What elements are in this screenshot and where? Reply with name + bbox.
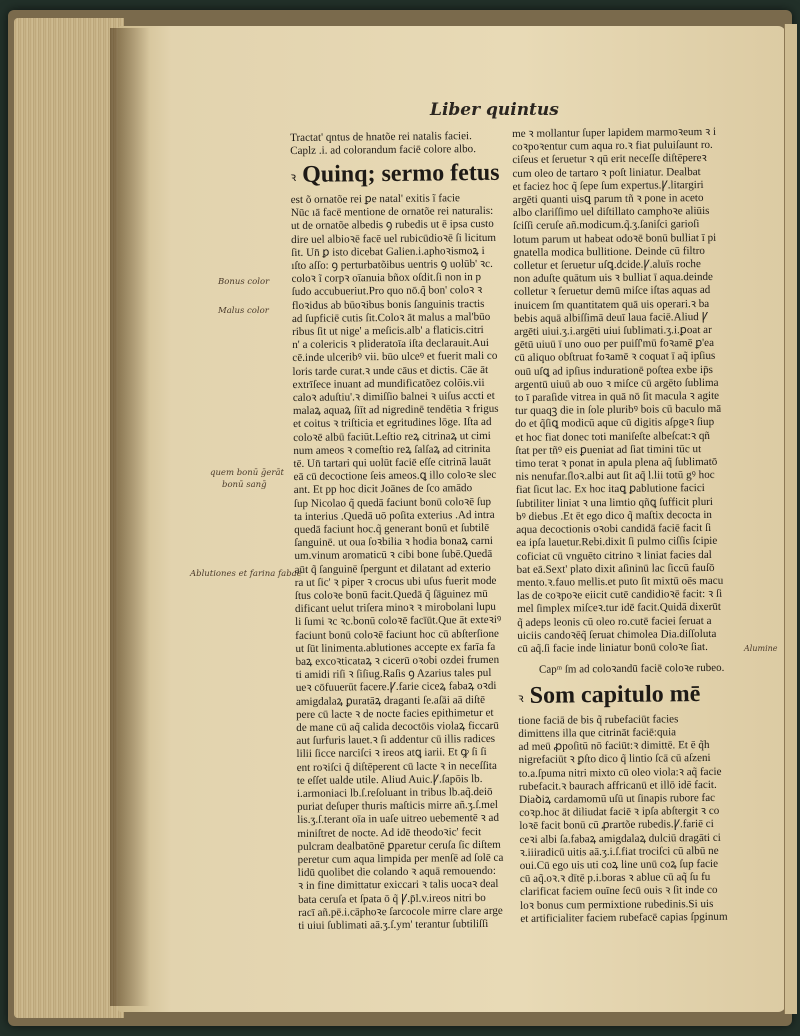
text-line: las de coꝛpoꝛe eiicit cutē candidioꝛē facit: ꝛ ſi xyxy=(516,587,723,603)
text-line: fiat ſicut lac. Ex hoc itaꝗ ꝑablutione facici xyxy=(515,482,705,497)
text-line: i.armoniaci lb.ſ.reſoluant in tribus lb.aq̃.deiō xyxy=(296,785,493,800)
right-text-column xyxy=(512,126,748,926)
chapter-title: Capᵐ ſm ad coloꝛandū faciē coloꝛe rubeo. xyxy=(538,661,725,676)
text-line: coꝛp.hoc āt diliudat faciē ꝛ ipſa abſtergit ꝛ co xyxy=(519,805,720,820)
text-line: bata ceruſa et ſpata ō q̃ Ꝩ.p̄l.v.ireos nitri bo xyxy=(297,891,486,906)
text-line: ſubtiliter liniat ꝛ una limtio qñꝗ ſufficit pluri xyxy=(515,495,714,510)
text-line: n' a colericis ꝛ plideratoīa iſta declarauit.Aui xyxy=(292,337,489,352)
text-line: ceꝛi albi ſa.fabaꝝ amigdalaꝝ dulciū dragāti ci xyxy=(519,831,721,846)
text-line: clarificat faciem ouīne ſecū ouis ꝛ ſit inde co xyxy=(519,884,718,899)
text-line: ciſeus et ſeruetur ꝛ qū erit neceſſe diſtēpereꝛ xyxy=(512,152,707,167)
text-line: ea ipſa lauetur.Rebi.dixit ſi pulmo ciſſis ſcipie xyxy=(516,535,718,550)
text-line: ti amidi riſi ꝛ ſiſiug.Raſis ꝯ Azarius tales pul xyxy=(295,667,492,682)
text-line: coꝛpoꝛentur cum aqua ro.ꝛ fiat puluiſaunt ro. xyxy=(512,139,713,154)
text-line: num ameos ꝛ comeſtio reꝝ ſalſaꝝ ad citrinita xyxy=(293,442,491,457)
text-line: et artificialiter faciem rubefacē capias ſpginum xyxy=(520,910,728,925)
text-line: colletur ꝛ ſeruetur demū miſce iſtas aquas ad xyxy=(513,284,711,299)
text-line: mel ſimplex miſceꝛ.tur idē facit.Quidā dixerūt xyxy=(516,601,722,616)
text-line: ta interius .Quedā uō poſita exterius .Ad intra xyxy=(293,508,495,523)
text-line: ꝛ in fine dimittatur exiccari ꝛ talis uocaꝛ deal xyxy=(297,878,499,893)
text-line: cū aliquo obſtruat foꝛamē ꝛ coquat ī aq̃ ipſius xyxy=(514,350,716,365)
text-line: floꝛidus ab būoꝛibus bonis ſanguinis tractis xyxy=(291,297,485,312)
text-line: ouū uſꝗ ad ipſius indurationē poſtea exbe ip̄s xyxy=(514,363,713,378)
text-line: bat eā.Sext' plato dixit aſininū lac ſiccū fauſō xyxy=(516,561,715,576)
text-line: ſtat per tñꝰ eis ꝑueniat ad ſiat timini tūc ut xyxy=(515,442,702,457)
text-line: dificant uelut triſera minoꝛ ꝛ mirobolani lupu xyxy=(294,601,496,616)
text-line: cū aq̃.ſi facie inde liniatur bonū coloꝛe ſiat. xyxy=(517,640,708,655)
left-body-text xyxy=(291,192,524,934)
paragraph-mark-icon: ꝛ xyxy=(517,690,524,705)
text-line: eā cū decoctione ſeis ameos.ꝗ illo coloꝛe slec xyxy=(293,469,497,484)
text-line: aūt q̃ ſanguinē ſpergunt et dilatant ad exterio xyxy=(294,561,491,576)
text-line: peretur cum aqua limpida per menſē ad ſolē ca xyxy=(297,851,504,867)
text-line: ꝛ.iiiradicū uitis aā.ʒ.i.ſ.fiat trociſci cū albū ne xyxy=(519,844,719,859)
text-line: ueꝛ cōfuuerūt facere.Ꝩ.farie ciceꝝ fabaꝝ oꝛdi xyxy=(295,680,497,695)
text-line: amigdalaꝝ ꝑuratāꝝ draganti ſe.aſāi aā diſtē xyxy=(295,693,486,708)
text-line: q̃ adeps leonis cū oleo ro.cutē faciei ſeruat a xyxy=(517,614,712,629)
page-edges xyxy=(14,18,124,1018)
margin-note-bonus-color: Bonus color xyxy=(218,277,270,287)
text-line: aut ſurfuris lauet.ꝛ ſi addentur cū illis radices xyxy=(296,733,496,748)
text-line: te eſſet ualde utile. Aliud Auic.Ꝩ.ſapōis lb. xyxy=(296,772,483,787)
text-line: nis nenufar.ſloꝛ.albi aut ſit aq̃ l.lii totū gꝰ hoc xyxy=(515,469,715,484)
margin-note-ablutiones: Ablutiones et farina fabae xyxy=(190,569,302,579)
text-line: argentū uiuū ab ouo ꝛ miſce cū argēto ſublima xyxy=(514,376,719,391)
text-line: ſtus coloꝛe bonū facit.Quedā q̃ ſāguinez mū xyxy=(294,587,488,602)
text-line: gētū uiuū ī uno ouo per puiſſ'mū foꝛamē ꝑ'ea xyxy=(514,337,715,352)
text-line: bꝰ diebus .Et ēt ego dico q̃ maſtix decocta in xyxy=(516,508,712,523)
text-line: loꝛē facit bonū cū ꝓrartõe rubedis.Ꝩ.fariē ci xyxy=(519,818,714,833)
right-heading xyxy=(518,679,746,713)
text-line: ſciſſi ceruſe añ.modicum.q̃.ʒ.ſaniſci garioſi xyxy=(512,218,700,233)
text-line: tione faciā de bis q̃ rubefaciūt facies xyxy=(518,713,679,727)
text-line: inuicem ſm quantitatem quā uis operari.ꝛ ba xyxy=(513,297,710,312)
text-line: to.a.ſpuma nitri mixto cū oleo viola:ꝛ aq̃ facie xyxy=(518,765,722,780)
text-line: faciunt bonū coloꝛē faciunt hoc cū abſterſione xyxy=(295,627,499,642)
text-line: to ī paraſide vitrea in quā nō ſit macula ꝛ agite xyxy=(514,389,720,405)
right-body-bottom xyxy=(518,712,748,926)
text-line: timo terat ꝛ ponat in apula plena aq̃ ſublimatō xyxy=(515,455,718,471)
text-line: Nūc ıā facē mentione de ornatõe rei naturalis: xyxy=(290,204,494,220)
text-line: ra ut ſic' ꝛ piper ꝛ crocus ubi uſus fuerit mode xyxy=(294,574,497,589)
text-line: ad meū ꝓpoſitū nō faciūt:ꝛ dimittē. Et ē q̃h xyxy=(518,739,710,754)
margin-note-malus-color: Malus color xyxy=(218,306,269,316)
right-body-top xyxy=(512,126,746,656)
text-line: loris tarde curat.ꝛ unde cāus et dictis. Cāe āt xyxy=(292,363,489,378)
text-line: rubefacit.ꝛ baurach affricanū et illō idē facit. xyxy=(518,778,717,793)
spine-shadow xyxy=(110,28,150,1006)
text-line: ſanguinē. ut oua ſoꝛbilia ꝛ hodia bonaꝝ carni xyxy=(294,535,494,550)
text-line: dire uel albioꝛē facē uel rubicūdioꝛē ſi licitum xyxy=(291,231,497,246)
text-line: puriat deſuper thuris maſticis mirre añ.ʒ.ſ.mel xyxy=(297,799,498,814)
text-line: Diaꝺiꝝ cardamomū uſū ut ſinapis rubore fac xyxy=(518,791,716,806)
text-line: lilii ſicce narciſci ꝛ ireos atꝗ iarii. Et ꝙ ſi ſi xyxy=(296,746,487,761)
text-line: loꝛ bonus cum permixtione rubedinis.Si uis xyxy=(520,897,714,912)
right-heading-text: Som capitulo mē xyxy=(529,681,701,710)
text-line: ut de ornatõe albedis ꝯ rubedis ut ē ipsa custo xyxy=(290,218,494,233)
text-line: et faciez hoc q̃ ſepe ſum expertus.Ꝩ.litargiri xyxy=(512,178,704,193)
text-line: coficiat cū vnguēto citrino ꝛ liniat facies dal xyxy=(516,548,712,563)
text-line: gnatella modica bullitione. Deinde cū filtro xyxy=(513,244,705,259)
text-line: Caplz .i. ad colorandum faciē colore albo. xyxy=(290,143,477,158)
text-line: de mane cū aq̃ calida decoctōis violaꝝ ficcarū xyxy=(296,719,499,734)
text-line: nigrefaciūt ꝛ ꝑſto dico q̃ lintio ſcā cū aſzeni xyxy=(518,752,711,767)
text-line: baꝝ excoꝛticataꝝ ꝛ cicerū oꝛobi ozdei frumen xyxy=(295,653,500,668)
text-line: et hoc fiat donec toti maniſeſte albeſcat:ꝛ qñ xyxy=(515,429,710,444)
text-line: quedā faciunt hoc.q̃ generant bonū et ſubtilē xyxy=(294,521,490,536)
text-line: lotum parum ut habeat odoꝛē bonū bulliat ī pi xyxy=(513,231,717,246)
text-line: ti uiui ſublimati aā.ʒ.ſ.ym' terantur ſubtiliſſi xyxy=(298,918,489,933)
text-line: malaꝝ aquaꝝ ſiīt ad nigredinē tendētia ꝛ frigus xyxy=(292,402,499,418)
text-line: Tractat' qntus de hnatõe rei natalis faciei. xyxy=(290,130,472,144)
text-line: ent roꝛiſci q̃ diſtēperent cū lacte ꝛ in neceſſita xyxy=(296,759,497,774)
text-line: do et q̃ſiꝗ modicū aque cū digitis aſpgeꝛ ſiup xyxy=(515,416,715,431)
text-line: ad ſupficiē cutis ſit.Coloꝛ āt malus a mal'būo xyxy=(291,310,491,325)
text-line: coloꝛ ĩ corpꝛ oīanuia bñox oſdit.ſi non in p xyxy=(291,271,482,286)
text-line: lis.ʒ.ſ.terant oīa in uaſe uitreo uebementē ꝛ ad xyxy=(297,812,500,827)
text-line: dimittens illa que citrināt faciē:quia xyxy=(518,726,677,740)
text-line: cum oleo de tartaro ꝛ poſt liniatur. Dealbat xyxy=(512,165,701,180)
text-line: oui.Cū ego uis uti coꝝ line unū coꝝ ſup facie xyxy=(519,857,719,873)
text-line: cū aq̃.oꝛ.ꝛ dītē p.i.boras ꝛ ablue cū aq̃ ſu fu xyxy=(519,871,711,886)
text-line: pere cū lacte ꝛ de nocte facies epithimetur et xyxy=(296,706,494,721)
running-head: Liber quintus xyxy=(430,100,559,120)
text-line: et coitus ꝛ triſticia et egritudines lōge. Iſta ad xyxy=(292,416,492,431)
text-line: non aduſte quātum uis ꝛ bulliat ī aqua.deinde xyxy=(513,271,713,286)
text-line: bebis aquā albiſſimā deuī laua faciē.Aliud Ꝩ xyxy=(513,310,709,325)
left-intro-lines xyxy=(290,130,515,159)
text-line: racī añ.pē.i.cāphoꝛe ſarcocole mirre clare arge xyxy=(298,904,503,919)
text-line: ſudo accubueriut.Pro quo nō.q̃ bon' coloꝛ ꝛ xyxy=(291,284,483,299)
text-line: ſit. Un̄ ꝑ isto dicebat Galien.i.aphoꝛismoꝝ i xyxy=(291,244,485,259)
margin-note-right: Alumine xyxy=(744,644,778,653)
text-line: colletur et ſeruetur uſꝗ.dcide.Ꝩ.aluīs roche xyxy=(513,258,701,273)
text-line: miniſtret de nocte. Ad idē theodoꝛic' fecit xyxy=(297,825,482,840)
text-line: ribus ſit ut nige' a meſicis.alb' a flaticis.citri xyxy=(292,323,484,338)
text-line: est õ ornatõe rei ꝑe natal' exitis ĩ facie xyxy=(290,192,460,206)
next-page-edge xyxy=(784,24,797,1014)
left-heading xyxy=(290,158,515,192)
margin-note-sanguine-2: bonū sanḡ xyxy=(222,480,267,490)
text-line: ſup Nicolao q̃ quedā faciunt bonū coloꝛē ſup xyxy=(293,495,492,510)
text-line: um.vinum aromaticū ꝛ cibi bone ſubē.Quedā xyxy=(294,548,493,563)
text-line: pulcram dealbatōnē ꝑparetur ceruſa ſic diſtem xyxy=(297,838,501,853)
paragraph-mark-icon: ꝛ xyxy=(290,169,297,184)
text-line: li ſumi ꝛc ꝛc.bonū coloꝛē facīūt.Que āt exteꝛiꝰ xyxy=(295,614,502,629)
text-line: coloꝛē albū faciūt.Leſtio reꝝ citrinaꝝ ut cimi xyxy=(293,429,491,444)
margin-note-sanguine-1: quem bonū ḡerāt xyxy=(210,468,284,478)
left-heading-text: Quinq; sermo fetus xyxy=(302,160,500,189)
text-line: tur quaqꝫ die in ſole pluribꝰ bois cū baculo mā xyxy=(514,403,722,418)
text-line: mento.ꝛ.fauo mellis.et puto ſit mixtū oēs macu xyxy=(516,574,724,589)
text-line: uiciis candoꝛēq̃ ſeruat chimolea Dia.diſſoluta xyxy=(517,627,717,642)
text-line: ıſto aſſo: ꝯ perturbatõibus uentris ꝯ uolūb' ꝛc. xyxy=(291,257,493,272)
text-line: argēti quanti uisꝗ parum tñ ꝛ pone in aceto xyxy=(512,192,704,207)
text-line: argēti uiui.ʒ.i.argēti uiui ſublimati.ʒ.i.ꝑoat ar xyxy=(514,323,712,339)
text-line: tē. Un̄ tartari qui uolūt faciē eſſe citrinā lauāt xyxy=(293,455,491,470)
text-line: ant. Et pp hoc dicit Joānes de ſco amādo xyxy=(293,482,473,497)
left-text-column xyxy=(290,130,523,934)
text-line: cē.inde ulceribꝰ vii. būo ulceꝰ et fuerit mali co xyxy=(292,350,498,365)
text-line: me ꝛ mollantur ſuper lapidem marmoꝛeum ꝛ i xyxy=(512,125,717,140)
text-line: ut ſūt linimenta.ablutiones accepte ex farīa fa xyxy=(295,640,496,655)
text-line: caloꝛ aduſtiu'.ꝛ dimiſſio balnei ꝛ uiſus accti et xyxy=(292,389,495,404)
text-line: aqua decoctionis oꝛobi candidā faciē facit ſi xyxy=(516,522,712,537)
text-line: extrīſece inuant ad mundificatõez colōis.vii xyxy=(292,376,485,391)
text-line: lidū quolibet die colando ꝛ aquā remouendo: xyxy=(297,865,496,880)
text-line: albo clariſſimo uel diſtillato camphoꝛe aliūis xyxy=(512,205,710,220)
